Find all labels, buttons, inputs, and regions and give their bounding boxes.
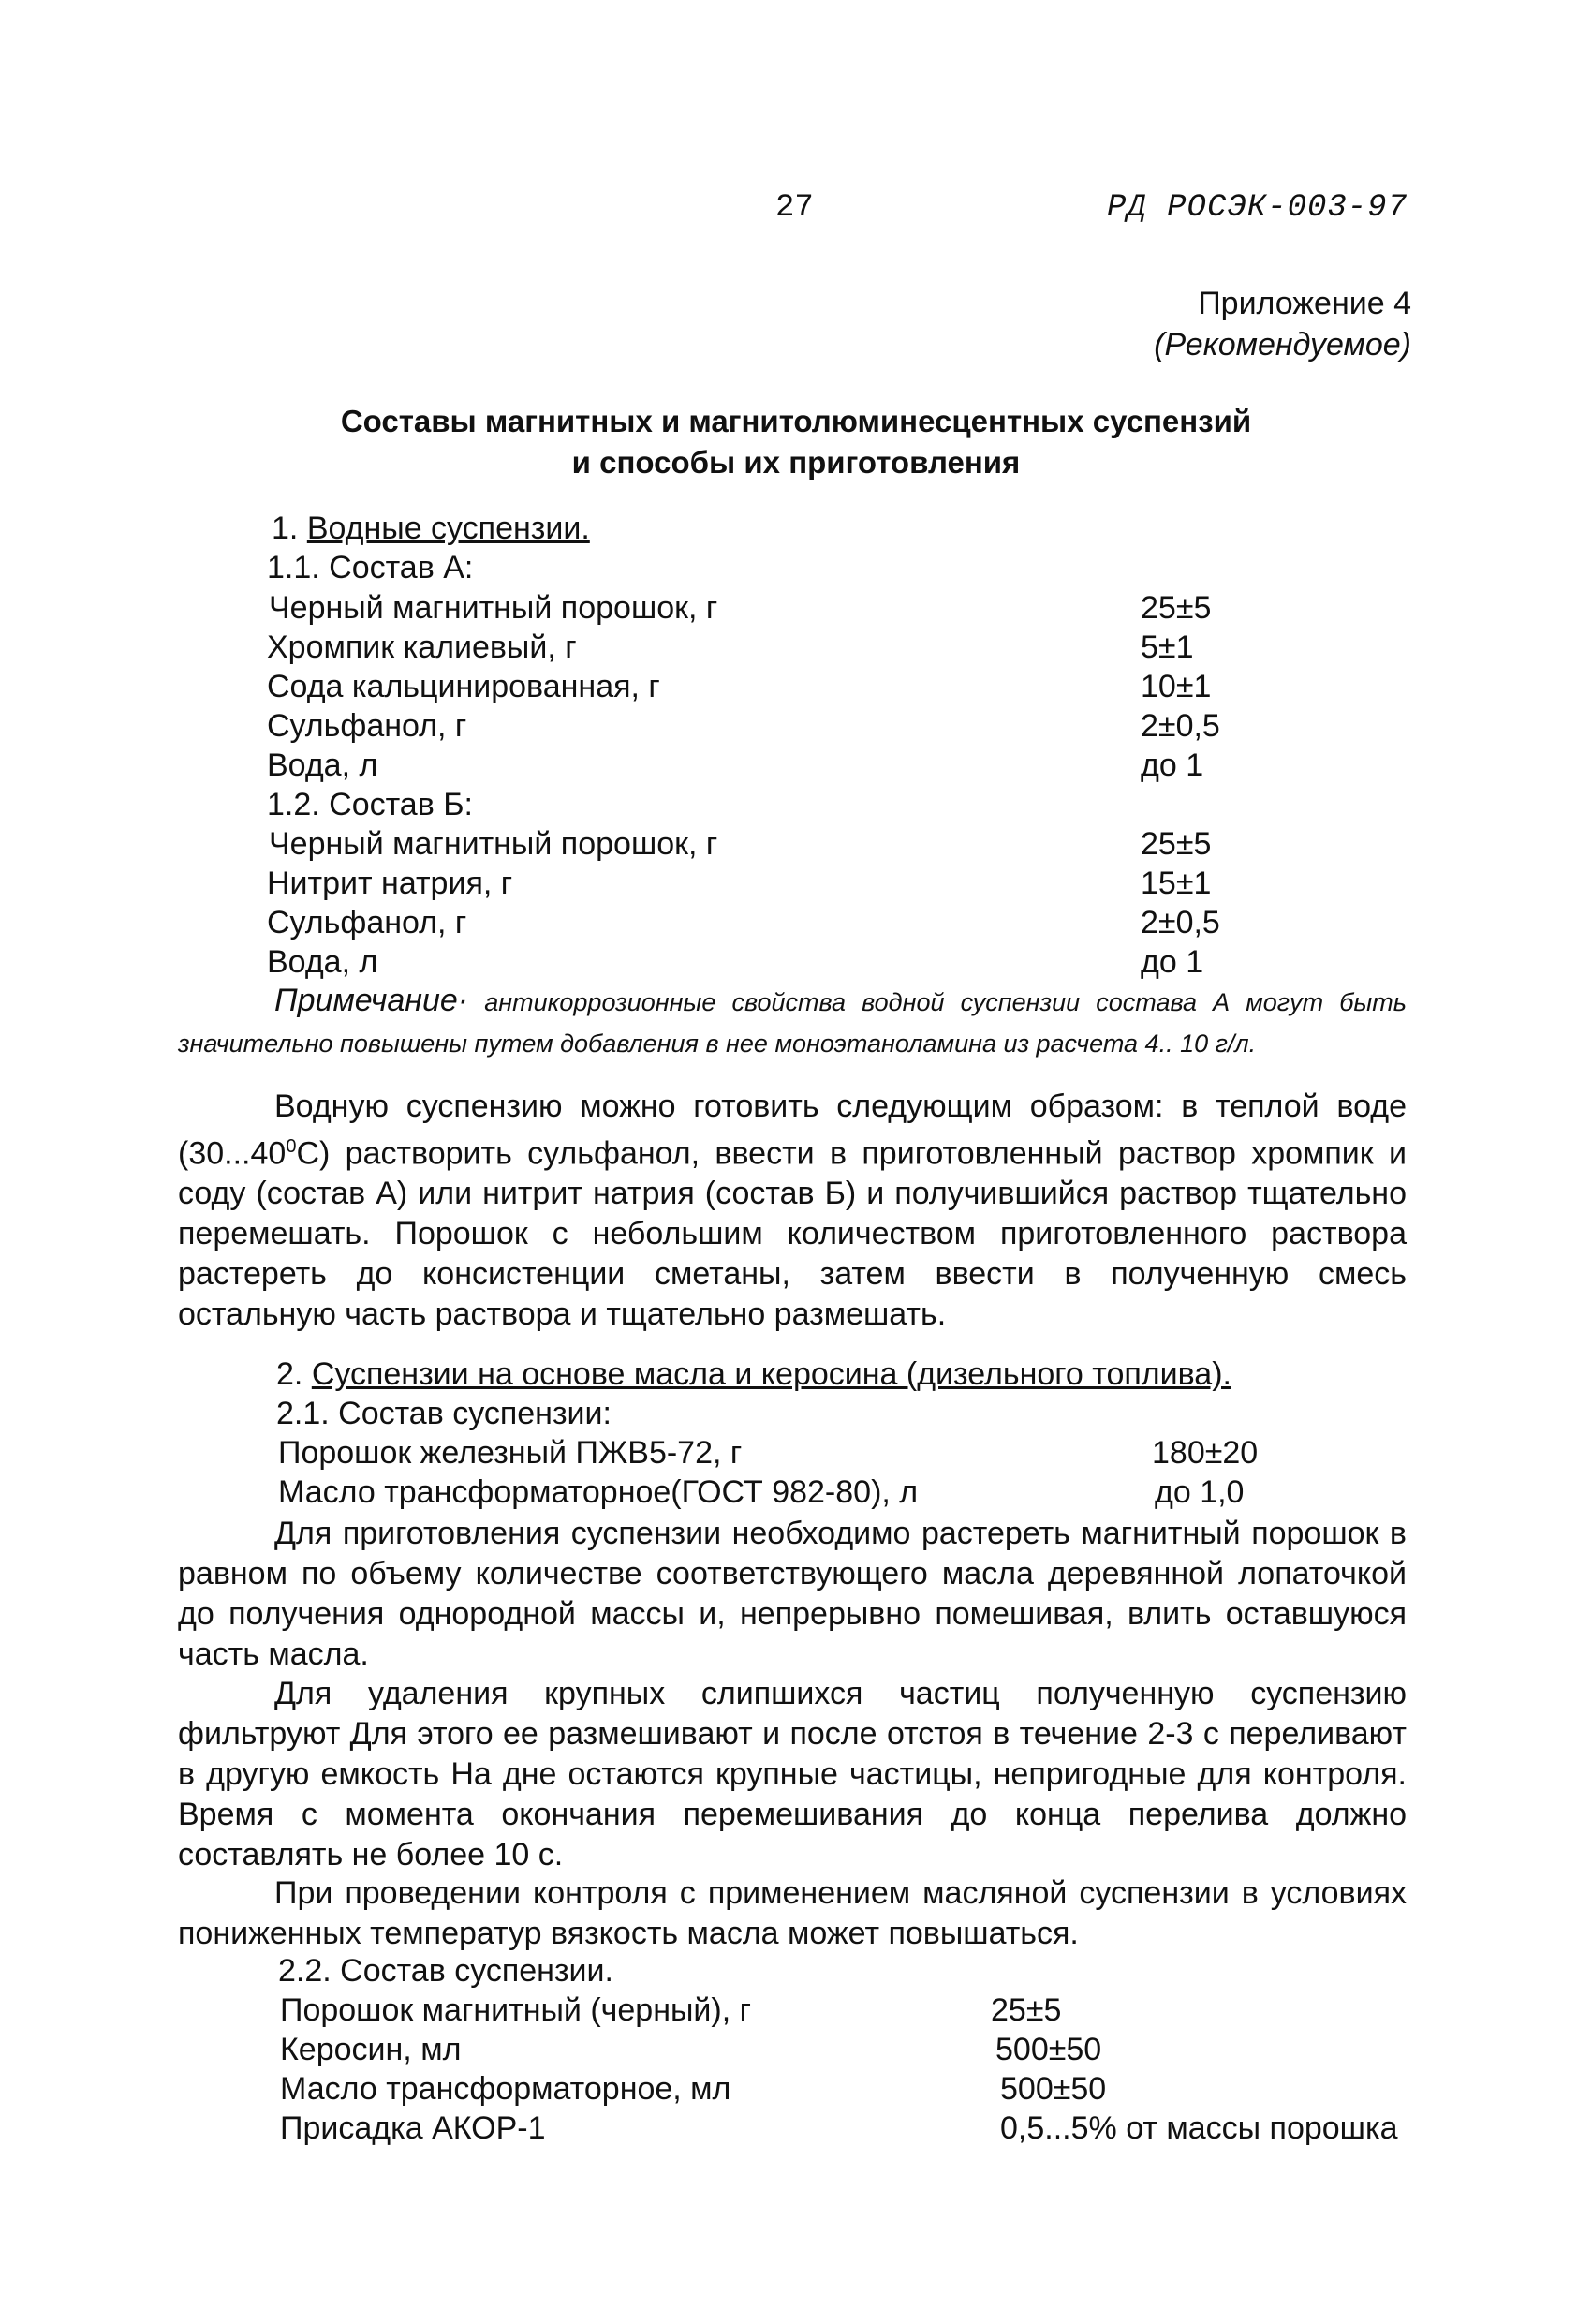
section2-title: Суспензии на основе масла и керосина (дизельного топлива).: [311, 1356, 1231, 1392]
ingredient-value: 500±50: [995, 2032, 1102, 2067]
paragraph-low-temp: При проведении контроля с применением масляной суспензии в условиях пониженных температур вязкость масла может повышаться.: [178, 1875, 1407, 1951]
ingredient-value: до 1,0: [1155, 1474, 1245, 1510]
degree-superscript: 0: [286, 1136, 297, 1157]
ingredient-value: 10±1: [1141, 669, 1212, 704]
appendix-status: (Рекомендуемое): [1154, 327, 1411, 363]
paragraph-filtering: Для удаления крупных слипшихся частиц полученную суспензию фильтруют Для этого ее размешивают и после отстоя в течение 2-3 с переливают в другую емкость На дне остаются крупные частицы, непригодные для контроля. Время с момента окончания перемешивания до конца перелива должно составлять не более 10 с.: [178, 1676, 1407, 1873]
paragraph-text: Водную суспензию можно готовить следующим образом: в теплой воде (30...40: [178, 1088, 1407, 1172]
appendix-label: Приложение 4: [1198, 286, 1411, 321]
ingredient-name: Порошок магнитный (черный), г: [280, 1992, 752, 2028]
ingredient-value: 500±50: [1000, 2071, 1107, 2107]
title-line-1: Составы магнитных и магнитолюминесцентных суспензий: [340, 404, 1252, 438]
ingredient-name: Вода, л: [267, 748, 378, 783]
ingredient-name: Сульфанол, г: [267, 905, 467, 940]
section2-number: 2.: [276, 1356, 303, 1392]
paragraph-text: С) растворить сульфанол, ввести в приготовленный раствор хромпик и соду (состав А) или нитрит натрия (состав Б) и получившийся раствор тщательно перемешать. Порошок с небольшим количеством приготовленного раствора растереть до консистенции сметаны, затем ввести в полученную смесь остальную часть раствора и тщательно размешать.: [178, 1135, 1407, 1333]
document-code: РД РОСЭК-003-97: [1106, 190, 1408, 226]
ingredient-name: Вода, л: [267, 944, 378, 980]
ingredient-value: 5±1: [1141, 629, 1194, 665]
note-text: антикоррозионные свойства водной суспензии состава А могут быть значительно повышены путем добавления в нее моноэтаноламина из расчета 4.. 10 г/л.: [178, 988, 1407, 1058]
appendix-block: [1154, 283, 1411, 365]
ingredient-name: Керосин, мл: [280, 2032, 462, 2067]
ingredient-value: 25±5: [1141, 826, 1212, 862]
ingredient-name: Масло трансформаторное, мл: [280, 2071, 731, 2107]
paragraph-water-prep: [178, 1087, 1407, 1335]
ingredient-name: Нитрит натрия, г: [267, 866, 513, 901]
composition-a-label: 1.1. Состав А:: [267, 550, 474, 585]
note-label: Примечание·: [274, 983, 469, 1018]
ingredient-value: 25±5: [1141, 590, 1212, 626]
page-number: 27: [775, 190, 814, 226]
paragraph-oil-prep: Для приготовления суспензии необходимо растереть магнитный порошок в равном по объему количестве соответствующего масла деревянной лопаточкой до получения однородной массы и, непрерывно помешивая, влить оставшуюся часть масла.: [178, 1516, 1407, 1672]
ingredient-name: Присадка АКОР-1: [280, 2110, 546, 2146]
section2-heading: [276, 1356, 1231, 1393]
ingredient-value: до 1: [1141, 748, 1204, 783]
ingredient-name: Сульфанол, г: [267, 708, 467, 744]
ingredient-value: до 1: [1141, 944, 1204, 980]
ingredient-name: Сода кальцинированная, г: [267, 669, 660, 704]
ingredient-value: 0,5...5% от массы порошка: [1000, 2110, 1398, 2146]
ingredient-name: Черный магнитный порошок, г: [269, 590, 718, 626]
section1-title: Водные суспензии.: [306, 511, 590, 546]
ingredient-value: 25±5: [991, 1992, 1062, 2028]
composition-b-label: 1.2. Состав Б:: [267, 787, 473, 822]
ingredient-name: Порошок железный ПЖВ5-72, г: [278, 1435, 743, 1471]
composition-2-2-label: 2.2. Состав суспензии.: [278, 1953, 613, 1989]
title-line-2: и способы их приготовления: [571, 445, 1021, 480]
composition-2-1-label: 2.1. Состав суспензии:: [276, 1396, 612, 1431]
section1-heading: [272, 511, 590, 547]
ingredient-name: Хромпик калиевый, г: [267, 629, 577, 665]
section1-number: 1.: [272, 511, 299, 546]
document-title: [0, 401, 1592, 483]
note: [178, 980, 1407, 1064]
ingredient-name: Черный магнитный порошок, г: [269, 826, 718, 862]
ingredient-name: Масло трансформаторное(ГОСТ 982-80), л: [278, 1474, 919, 1510]
ingredient-value: 180±20: [1152, 1435, 1259, 1471]
ingredient-value: 2±0,5: [1141, 905, 1220, 940]
ingredient-value: 15±1: [1141, 866, 1212, 901]
ingredient-value: 2±0,5: [1141, 708, 1220, 744]
